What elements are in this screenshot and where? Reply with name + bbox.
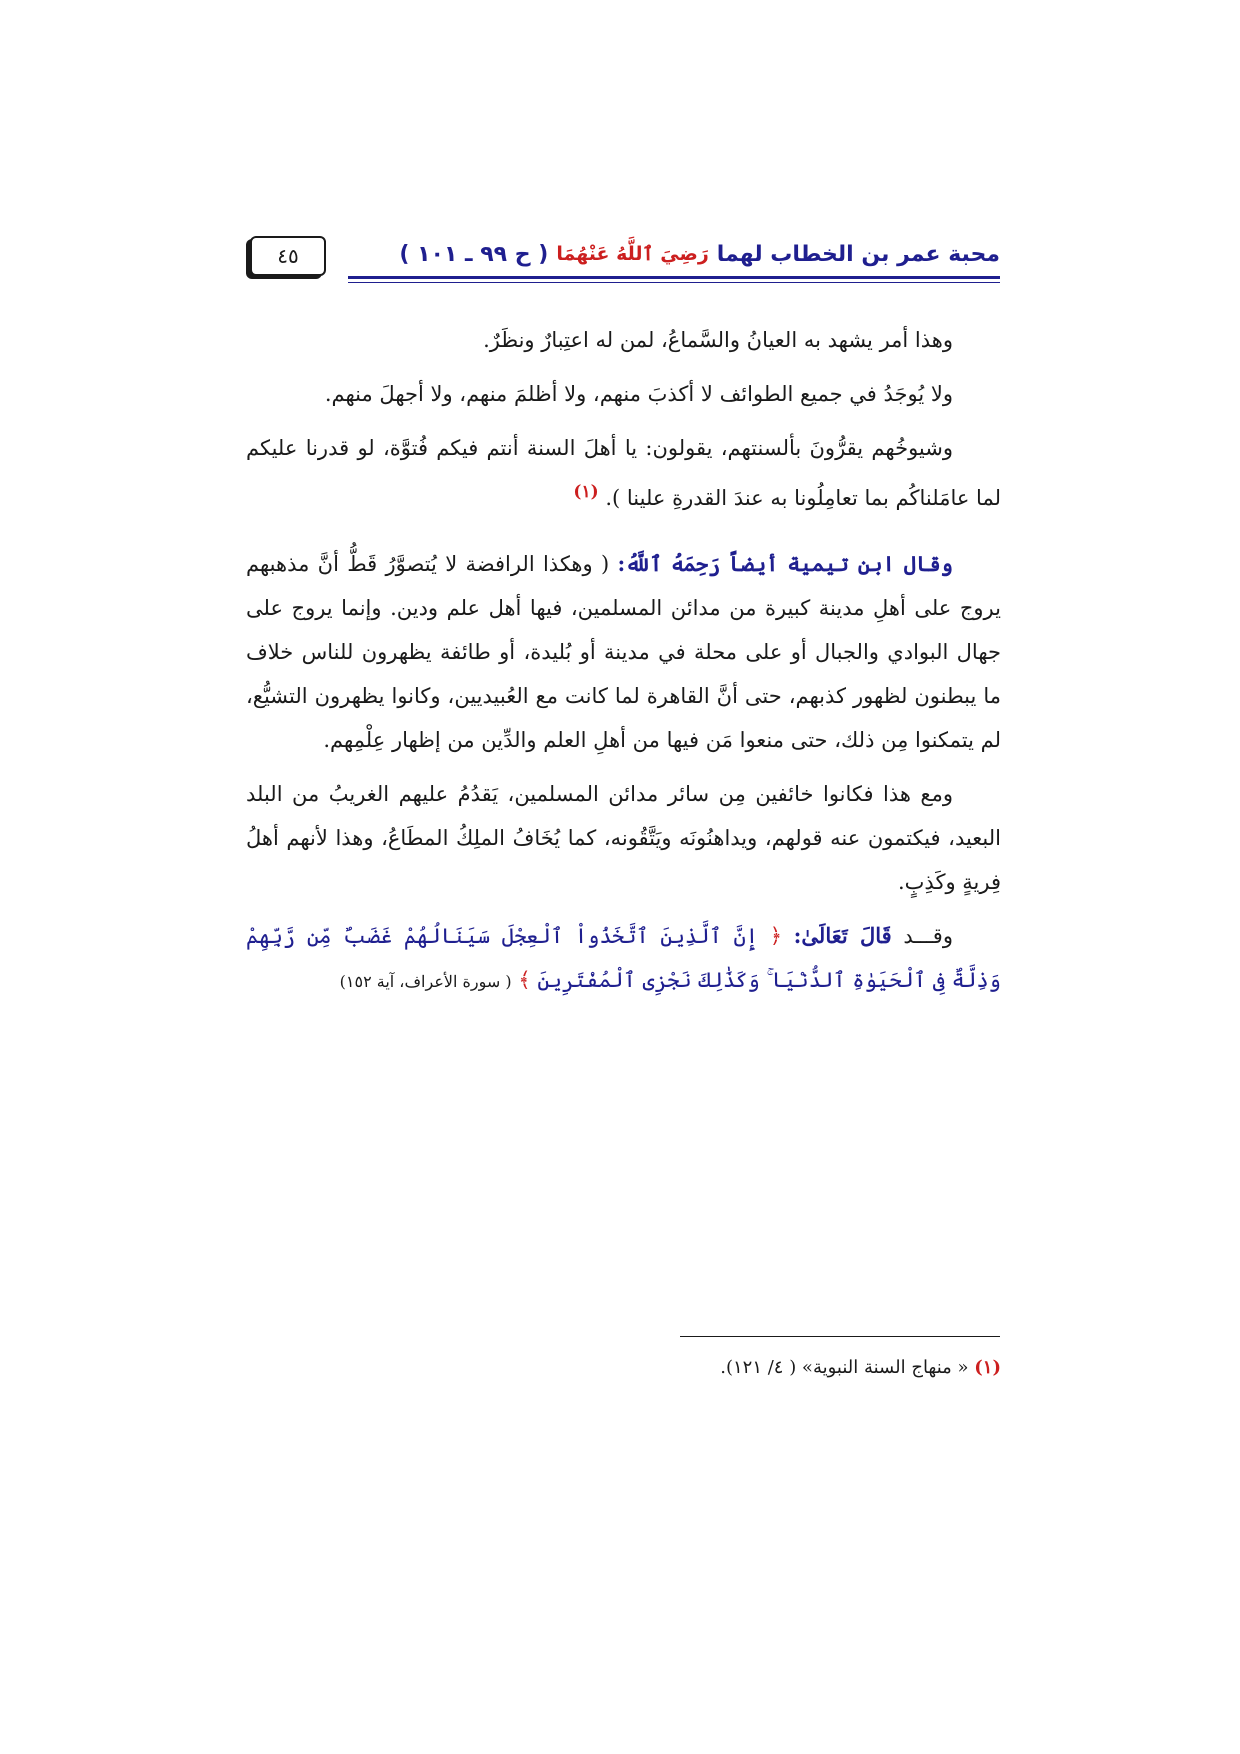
footnote-text: « منهاج السنة النبوية» ( ٤/ ١٢١). xyxy=(720,1357,969,1378)
paragraph-2: ولا يُوجَدُ في جميع الطوائف لا أكذبَ منهم، ولا أظلمَ منهم، ولا أجهلَ منهم. xyxy=(324,382,953,406)
header-rule-thin xyxy=(348,282,1000,283)
running-title-text: محبة عمر بن الخطاب لهما xyxy=(716,241,1000,267)
quran-verse: إِنَّ ٱلَّذِينَ ٱتَّخَذُواْ ٱلْعِجْلَ سَيَنَالُهُمْ غَضَبٌ مِّن رَّبِّهِمْ وَذِلَّةٌ فِى ٱلْحَيَوٰةِ ٱلدُّنْيَا ۚ وَكَذَٰلِكَ نَجْزِى ٱلْمُفْتَرِينَ xyxy=(246,924,1001,992)
quran-intro: قَالَ تَعَالَىٰ: xyxy=(793,923,892,948)
running-title xyxy=(399,236,1000,272)
paragraph-3 xyxy=(246,426,1001,520)
paragraph-5: ومع هذا فكانوا خائفين مِن سائر مدائن المسلمين، يَقدُمُ عليهم الغريبُ من البلد البعيد، فيكتمون عنه قولهم، ويداهنُونَه ويَتَّقُونه، كما يُخَافُ الملِكُ المطَاعُ، وهذا لأنهم أهلُ فِريةٍ وكَذِبٍ. xyxy=(246,782,1001,894)
paragraph-4 xyxy=(246,542,1001,762)
footnote-number: (١) xyxy=(974,1357,1001,1378)
footnote-reference[interactable]: (١) xyxy=(573,482,599,502)
speaker-label: وقال ابن تيمية أيضاً رَحِمَهُ ٱللَّهُ: xyxy=(617,551,953,576)
page-header xyxy=(250,236,1000,278)
main-text xyxy=(246,318,1001,1014)
paragraph-4-text: ( وهكذا الرافضة لا يُتصوَّرُ قَطُّ أنَّ مذهبهم يروج على أهلِ مدينة كبيرة من مدائن المسلمين، فيها أهل علم ودين. وإنما يروج على جهال البوادي والجبال أو على محلة في مدينة أو بُليدة، أو طائفة يظهرون للناس خلاف ما يبطنون لظهور كذبهم، حتى أنَّ القاهرة لما كانت مع العُبيديين، وكانوا يظهرون التشيُّع، لم يتمكنوا مِن ذلك، حتى منعوا مَن فيها من أهلِ العلم والدِّين من إظهار عِلْمِهم. xyxy=(246,552,1001,752)
ornate-bracket-open: ﴿ xyxy=(769,924,783,948)
ornate-bracket-close: ﴾ xyxy=(518,968,531,992)
page-number-badge xyxy=(250,236,326,276)
hadith-reference: ( ح ٩٩ ـ ١٠١ ) xyxy=(399,241,549,267)
page-number: ٤٥ xyxy=(277,244,299,268)
honorific: رَضِيَ ٱللَّهُ عَنْهُمَا xyxy=(556,243,709,265)
paragraph-6 xyxy=(246,914,1001,1004)
header-rule-thick xyxy=(348,276,1000,279)
paragraph-6-lead: وقـــد xyxy=(903,924,953,948)
paragraph-3-text: وشيوخُهم يقرُّونَ بألسنتهم، يقولون: يا أهلَ السنة أنتم فيكم فُتوَّة، لو قدرنا عليكم لما عامَلناكُم بما تعامِلُونا به عندَ القدرةِ علينا ). xyxy=(246,436,1001,510)
paragraph-1: وهذا أمر يشهد به العيانُ والسَّماعُ، لمن له اعتِبارٌ ونظَرٌ. xyxy=(483,328,953,352)
footnote-separator xyxy=(680,1336,1000,1337)
footnote xyxy=(246,1354,1001,1382)
quran-citation: ( سورة الأعراف، آية ١٥٢) xyxy=(339,972,512,991)
